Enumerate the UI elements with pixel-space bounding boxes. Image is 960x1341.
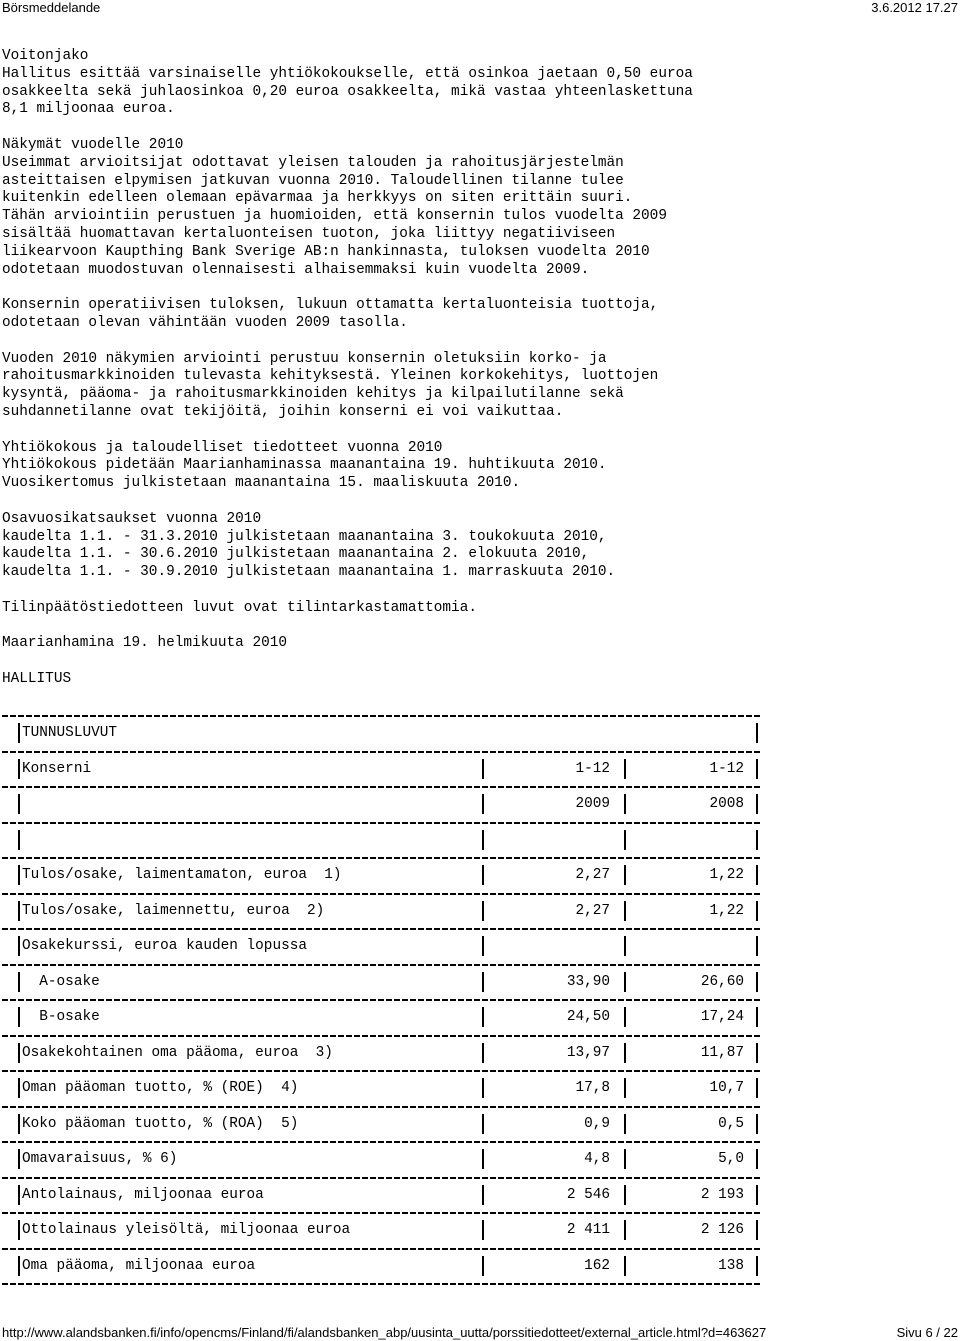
table-column-divider xyxy=(482,1007,484,1027)
table-column-divider xyxy=(756,794,758,814)
table-column-divider xyxy=(482,1078,484,1098)
table-column-divider xyxy=(624,936,626,956)
table-row-label: Oma pääoma, miljoonaa euroa xyxy=(22,1257,256,1274)
table-column-divider xyxy=(624,1256,626,1276)
paragraph xyxy=(2,635,958,653)
table-column-divider xyxy=(18,1256,20,1276)
table-column-divider xyxy=(18,1078,20,1098)
table-column-divider xyxy=(18,830,20,850)
table-column-divider xyxy=(756,1114,758,1134)
table-column-divider xyxy=(624,1185,626,1205)
table-column-divider xyxy=(756,865,758,885)
text-line: odotetaan olevan vähintään vuoden 2009 tasolla. xyxy=(2,314,408,331)
table-column-divider xyxy=(482,901,484,921)
text-line: Maarianhamina 19. helmikuuta 2010 xyxy=(2,635,287,652)
table-column-divider xyxy=(18,865,20,885)
table-rule xyxy=(2,1248,762,1250)
table-cell-2009: 2009 xyxy=(575,796,610,812)
table-column-divider xyxy=(482,1043,484,1063)
header-timestamp: 3.6.2012 17.27 xyxy=(871,0,958,15)
table-column-divider xyxy=(624,830,626,850)
table-rule xyxy=(2,999,762,1001)
table-cell-2009: 24,50 xyxy=(566,1009,610,1025)
table-cell-2008: 1-12 xyxy=(709,760,744,777)
text-line: kuitenkin edelleen olemaan epävarmaa ja herkkyys on siten erittäin suuri. xyxy=(2,190,633,207)
header-title: Börsmeddelande xyxy=(2,0,101,15)
text-line: HALLITUS xyxy=(2,670,72,687)
footer-url[interactable]: http://www.alandsbanken.fi/info/opencms/Finland/fi/alandsbanken_abp/uusinta_uutta/porssitiedotteet/external_article.html?d=463627 xyxy=(2,1325,767,1340)
table-column-divider xyxy=(482,830,484,850)
table-column-divider xyxy=(482,936,484,956)
table-column-divider xyxy=(18,794,20,814)
paragraph xyxy=(2,440,958,493)
table-column-divider xyxy=(482,1149,484,1169)
text-line: osakkeelta sekä juhlaosinkoa 0,20 euroa osakkeelta, mikä vastaa yhteenlaskettuna xyxy=(2,83,693,100)
text-line: 8,1 miljoonaa euroa. xyxy=(2,101,175,118)
table-rule xyxy=(2,857,762,859)
text-line: kaudelta 1.1. - 31.3.2010 julkistetaan maanantaina 3. toukokuuta 2010, xyxy=(2,528,607,545)
table-column-divider xyxy=(482,1220,484,1240)
document-body xyxy=(2,48,958,706)
table-cell-2009: 17,8 xyxy=(575,1080,610,1096)
text-line: Yhtiökokous pidetään Maarianhaminassa maanantaina 19. huhtikuuta 2010. xyxy=(2,457,607,474)
table-cell-2009: 13,97 xyxy=(566,1044,610,1061)
text-line: Vuoden 2010 näkymien arviointi perustuu konsernin oletuksiin korko- ja xyxy=(2,350,607,367)
table-rule xyxy=(2,964,762,966)
table-column-divider xyxy=(756,936,758,956)
table-cell-2009: 2 546 xyxy=(566,1186,610,1203)
table-column-divider xyxy=(18,972,20,992)
table-cell-2009: 1-12 xyxy=(575,760,610,777)
table-column-divider xyxy=(18,723,20,743)
text-line: rahoitusmarkkinoiden tulevasta kehityksestä. Yleinen korkokehitys, luottojen xyxy=(2,368,659,385)
table-column-divider xyxy=(482,972,484,992)
table-column-divider xyxy=(756,1149,758,1169)
paragraph xyxy=(2,600,958,618)
text-line: Vuosikertomus julkistetaan maanantaina 15. maaliskuuta 2010. xyxy=(2,475,521,492)
text-line: kysyntä, pääoma- ja rahoitusmarkkinoiden kehitys ja kilpailutilanne sekä xyxy=(2,386,624,403)
table-column-divider xyxy=(18,936,20,956)
table-rule xyxy=(2,822,762,824)
table-cell-2008: 10,7 xyxy=(709,1080,744,1096)
paragraph xyxy=(2,48,958,119)
table-column-divider xyxy=(624,1220,626,1240)
table-column-divider xyxy=(482,794,484,814)
table-cell-2008: 1,22 xyxy=(709,867,744,883)
table-row-label: Tulos/osake, laimentamaton, euroa 1) xyxy=(22,867,342,883)
table-column-divider xyxy=(756,1007,758,1027)
table-cell-2009: 162 xyxy=(584,1257,610,1274)
text-line: Hallitus esittää varsinaiselle yhtiökokoukselle, että osinkoa jaetaan 0,50 euroa xyxy=(2,65,693,82)
table-row-label: Konserni xyxy=(22,760,92,777)
text-line: asteittaisen elpymisen jatkuvan vuonna 2010. Taloudellinen tilanne tulee xyxy=(2,172,624,189)
table-column-divider xyxy=(18,1220,20,1240)
table-row-label: A-osake xyxy=(22,973,100,990)
text-line: kaudelta 1.1. - 30.9.2010 julkistetaan maanantaina 1. marraskuuta 2010. xyxy=(2,564,616,581)
key-figures-table xyxy=(2,707,762,1303)
text-line: Tähän arviointiin perustuen ja huomioiden, että konsernin tulos vuodelta 2009 xyxy=(2,208,667,225)
table-row-label: Ottolainaus yleisöltä, miljoonaa euroa xyxy=(22,1222,351,1238)
table-row-label: Oman pääoman tuotto, % (ROE) 4) xyxy=(22,1080,299,1096)
table-row-label: Osakekurssi, euroa kauden lopussa xyxy=(22,938,307,954)
paragraph xyxy=(2,297,958,333)
table-cell-2008: 2008 xyxy=(709,796,744,812)
table-rule xyxy=(2,1283,762,1285)
table-row-label: Osakekohtainen oma pääoma, euroa 3) xyxy=(22,1044,333,1061)
table-rule xyxy=(2,1212,762,1214)
table-cell-2008: 26,60 xyxy=(700,973,744,990)
table-cell-2009: 2,27 xyxy=(575,867,610,883)
table-column-divider xyxy=(756,759,758,779)
paragraph xyxy=(2,511,958,582)
table-cell-2008: 5,0 xyxy=(718,1151,744,1167)
table-row-label: B-osake xyxy=(22,1009,100,1025)
table-column-divider xyxy=(482,865,484,885)
table-column-divider xyxy=(18,759,20,779)
text-line: Yhtiökokous ja taloudelliset tiedotteet vuonna 2010 xyxy=(2,439,443,456)
table-cell-2008: 2 126 xyxy=(700,1222,744,1238)
table-row-label: Antolainaus, miljoonaa euroa xyxy=(22,1186,264,1203)
table-rule xyxy=(2,1141,762,1143)
table-cell-2008: 0,5 xyxy=(718,1115,744,1132)
table-column-divider xyxy=(624,901,626,921)
table-row-label: Omavaraisuus, % 6) xyxy=(22,1151,178,1167)
table-column-divider xyxy=(18,1114,20,1134)
table-column-divider xyxy=(756,723,758,743)
table-column-divider xyxy=(756,1185,758,1205)
table-column-divider xyxy=(756,1078,758,1098)
table-rule xyxy=(2,928,762,930)
table-row-label: Koko pääoman tuotto, % (ROA) 5) xyxy=(22,1115,299,1132)
table-column-divider xyxy=(756,830,758,850)
table-rule xyxy=(2,1106,762,1108)
table-column-divider xyxy=(624,1114,626,1134)
table-column-divider xyxy=(18,1043,20,1063)
table-column-divider xyxy=(624,1043,626,1063)
table-column-divider xyxy=(482,1114,484,1134)
table-column-divider xyxy=(18,1185,20,1205)
table-column-divider xyxy=(18,1149,20,1169)
table-row-label: Tulos/osake, laimennettu, euroa 2) xyxy=(22,902,325,919)
table-cell-2008: 2 193 xyxy=(700,1186,744,1203)
text-line: sisältää huomattavan kertaluonteisen tuoton, joka liittyy negatiiviseen xyxy=(2,225,616,242)
table-column-divider xyxy=(624,794,626,814)
table-cell-2008: 1,22 xyxy=(709,902,744,919)
table-rule xyxy=(2,1177,762,1179)
table-column-divider xyxy=(482,759,484,779)
table-cell-2008: 138 xyxy=(718,1257,744,1274)
table-cell-2009: 2 411 xyxy=(566,1222,610,1238)
table-column-divider xyxy=(756,1043,758,1063)
table-title: TUNNUSLUVUT xyxy=(22,725,117,741)
text-line: Useimmat arvioitsijat odottavat yleisen talouden ja rahoitusjärjestelmän xyxy=(2,154,624,171)
text-line: suhdannetilanne ovat tekijöitä, joihin konserni ei voi vaikuttaa. xyxy=(2,403,564,420)
paragraph xyxy=(2,351,958,422)
table-column-divider xyxy=(482,1185,484,1205)
paragraph xyxy=(2,137,958,279)
table-column-divider xyxy=(18,1007,20,1027)
table-column-divider xyxy=(756,1220,758,1240)
text-line: Näkymät vuodelle 2010 xyxy=(2,136,184,153)
table-column-divider xyxy=(756,972,758,992)
text-line: odotetaan muodostuvan olennaisesti alhaisemmaksi kuin vuodelta 2009. xyxy=(2,261,590,278)
table-column-divider xyxy=(624,865,626,885)
table-rule xyxy=(2,1035,762,1037)
table-column-divider xyxy=(756,901,758,921)
table-rule xyxy=(2,786,762,788)
text-line: liikearvoon Kaupthing Bank Sverige AB:n hankinnasta, tuloksen vuodelta 2010 xyxy=(2,243,650,260)
table-rule xyxy=(2,715,762,717)
table-cell-2008: 17,24 xyxy=(700,1009,744,1025)
table-rule xyxy=(2,1070,762,1072)
text-line: Osavuosikatsaukset vuonna 2010 xyxy=(2,510,262,527)
table-cell-2009: 0,9 xyxy=(584,1115,610,1132)
table-column-divider xyxy=(756,1256,758,1276)
table-cell-2009: 2,27 xyxy=(575,902,610,919)
table-rule xyxy=(2,751,762,753)
table-cell-2009: 4,8 xyxy=(584,1151,610,1167)
table-column-divider xyxy=(624,972,626,992)
paragraph xyxy=(2,671,958,689)
table-cell-2008: 11,87 xyxy=(700,1044,744,1061)
table-column-divider xyxy=(624,759,626,779)
text-line: Voitonjako xyxy=(2,48,89,64)
table-column-divider xyxy=(482,1256,484,1276)
text-line: Konsernin operatiivisen tuloksen, lukuun ottamatta kertaluonteisia tuottoja, xyxy=(2,297,659,314)
table-column-divider xyxy=(18,901,20,921)
text-line: Tilinpäätöstiedotteen luvut ovat tilintarkastamattomia. xyxy=(2,599,477,616)
footer-page-number: Sivu 6 / 22 xyxy=(896,1325,958,1340)
table-cell-2009: 33,90 xyxy=(566,973,610,990)
table-rule xyxy=(2,893,762,895)
text-line: kaudelta 1.1. - 30.6.2010 julkistetaan maanantaina 2. elokuuta 2010, xyxy=(2,546,590,563)
table-column-divider xyxy=(624,1149,626,1169)
table-column-divider xyxy=(624,1078,626,1098)
table-column-divider xyxy=(624,1007,626,1027)
